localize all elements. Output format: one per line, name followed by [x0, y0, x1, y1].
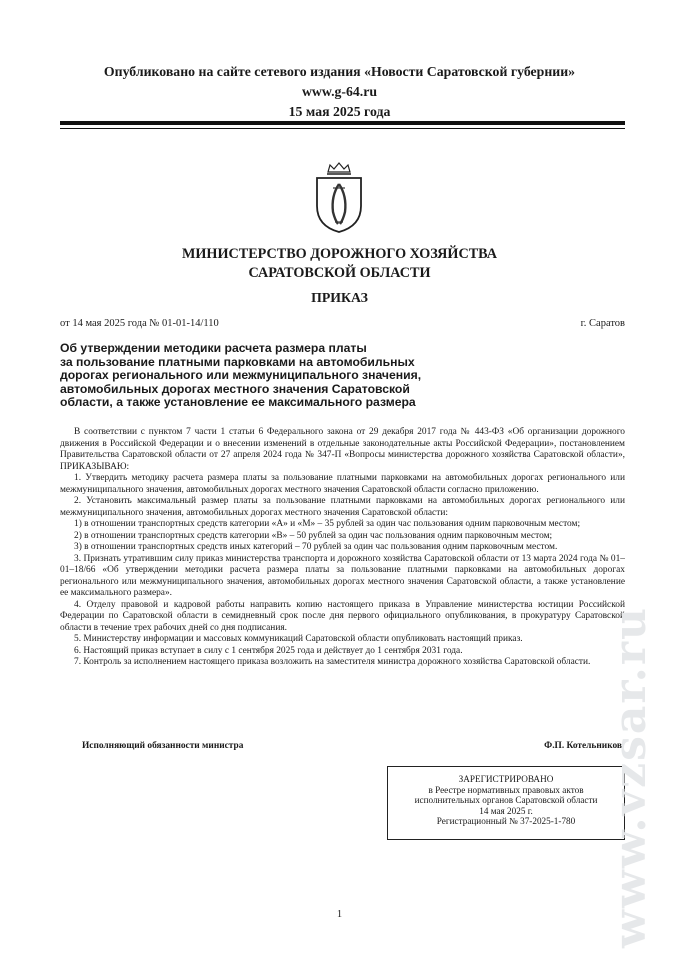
header-divider-thick: [60, 121, 625, 125]
body-paragraph: 2) в отношении транспортных средств категории «В» – 50 рублей за один час пользования одним парковочным местом;: [74, 530, 553, 541]
body-paragraph: В соответствии с пунктом 7 части 1 статьи 6 Федерального закона от 29 декабря 2017 года № 443-ФЗ «Об организации дорожного движения в Российской Федерации и о внесении изменений в отдельные законодательные акты Российской Федерации», постановлением Правительства Саратовской области от 27 апреля 2024 года № 347-П «Вопросы министерства дорожного хозяйства Саратовской области», ПРИКАЗЫВАЮ:: [60, 427, 625, 472]
order-type: ПРИКАЗ: [311, 290, 368, 305]
order-date-line: [60, 318, 625, 329]
saratov-coat-of-arms-icon: [311, 162, 367, 234]
publication-date: 15 мая 2025 года: [288, 104, 391, 119]
order-date-number: от 14 мая 2025 года № 01-01-14/110: [60, 318, 219, 329]
title-line: Об утверждении методики расчета размера платы: [60, 341, 367, 355]
publication-site: www.g-64.ru: [301, 84, 378, 99]
order-city: г. Саратов: [580, 318, 625, 329]
title-line: области, а также установление ее максимального размера: [60, 395, 416, 410]
publication-line: Опубликовано на сайте сетевого издания «Новости Саратовской губернии»: [103, 64, 576, 79]
body-paragraph: 1) в отношении транспортных средств категории «А» и «М» – 35 рублей за один час пользования одним парковочным местом;: [74, 519, 581, 529]
body-paragraph: 7. Контроль за исполнением настоящего приказа возложить на заместителя министра дорожного хозяйства Саратовской области.: [74, 657, 591, 667]
title-line: дорогах регионального или межмуниципального значения,: [60, 368, 422, 383]
title-line: за пользование платными парковками на автомобильных: [60, 354, 415, 369]
publication-header: [0, 62, 679, 122]
body-paragraph: 3) в отношении транспортных средств иных категорий – 70 рублей за один час пользования одним парковочным местом.: [74, 542, 558, 552]
registration-line: в Реестре нормативных правовых актов: [428, 784, 584, 795]
document-title: [60, 342, 480, 410]
signatory-position: Исполняющий обязанности министра: [82, 741, 244, 751]
registration-line: Регистрационный № 37-2025-1-780: [436, 816, 576, 827]
body-paragraph: 6. Настоящий приказ вступает в силу с 1 сентября 2025 года и действует до 1 сентября 2031 года.: [74, 645, 463, 656]
registration-line: исполнительных органов Саратовской области: [414, 795, 598, 806]
ministry-line-1: МИНИСТЕРСТВО ДОРОЖНОГО ХОЗЯЙСТВА: [182, 246, 497, 262]
document-body: [60, 427, 625, 669]
body-paragraph: 4. Отделу правовой и кадровой работы направить копию настоящего приказа в Управление министерства юстиции Российской Федерации по Саратовской области в семидневный срок после дня первого официального опубликования, в прокуратуру Саратовской области в течение трех рабочих дней со дня подписания.: [60, 599, 625, 633]
signature-block: [82, 741, 622, 751]
body-paragraph: 5. Министерству информации и массовых коммуникаций Саратовской области опубликовать настоящий приказ.: [74, 634, 523, 644]
body-paragraph: 1. Утвердить методику расчета размера платы за пользование платными парковками на автомобильных дорогах регионального или межмуниципального значения, автомобильных дорогах местного значения Саратовской области согласно приложению.: [60, 473, 625, 495]
registration-line: 14 мая 2025 г.: [479, 805, 533, 816]
registration-line: ЗАРЕГИСТРИРОВАНО: [458, 774, 554, 784]
site-watermark: www.vzsar.ru: [605, 606, 656, 948]
ministry-line-2: САРАТОВСКОЙ ОБЛАСТИ: [248, 265, 431, 281]
page-number: 1: [336, 909, 343, 920]
header-divider-thin: [60, 128, 625, 129]
body-paragraph: 3. Признать утратившим силу приказ министерства транспорта и дорожного хозяйства Саратовской области от 13 марта 2024 года № 01–01–18/66 «Об утверждении методики расчета размера платы за пользование платными парковками на автомобильных дорогах регионального или межмуниципального значения, автомобильных дорогах местного значения Саратовской области, а также установление ее максимального размера».: [60, 553, 625, 598]
body-paragraph: 2. Установить максимальный размер платы за пользование платными парковками на автомобильных дорогах регионального или межмуниципального значения, автомобильных дорогах местного значения Саратовской области:: [60, 496, 625, 518]
title-line: автомобильных дорогах местного значения Саратовской: [60, 381, 410, 396]
registration-stamp: [387, 766, 625, 840]
signatory-name: Ф.П. Котельников: [544, 741, 622, 751]
ministry-name: [0, 245, 679, 283]
